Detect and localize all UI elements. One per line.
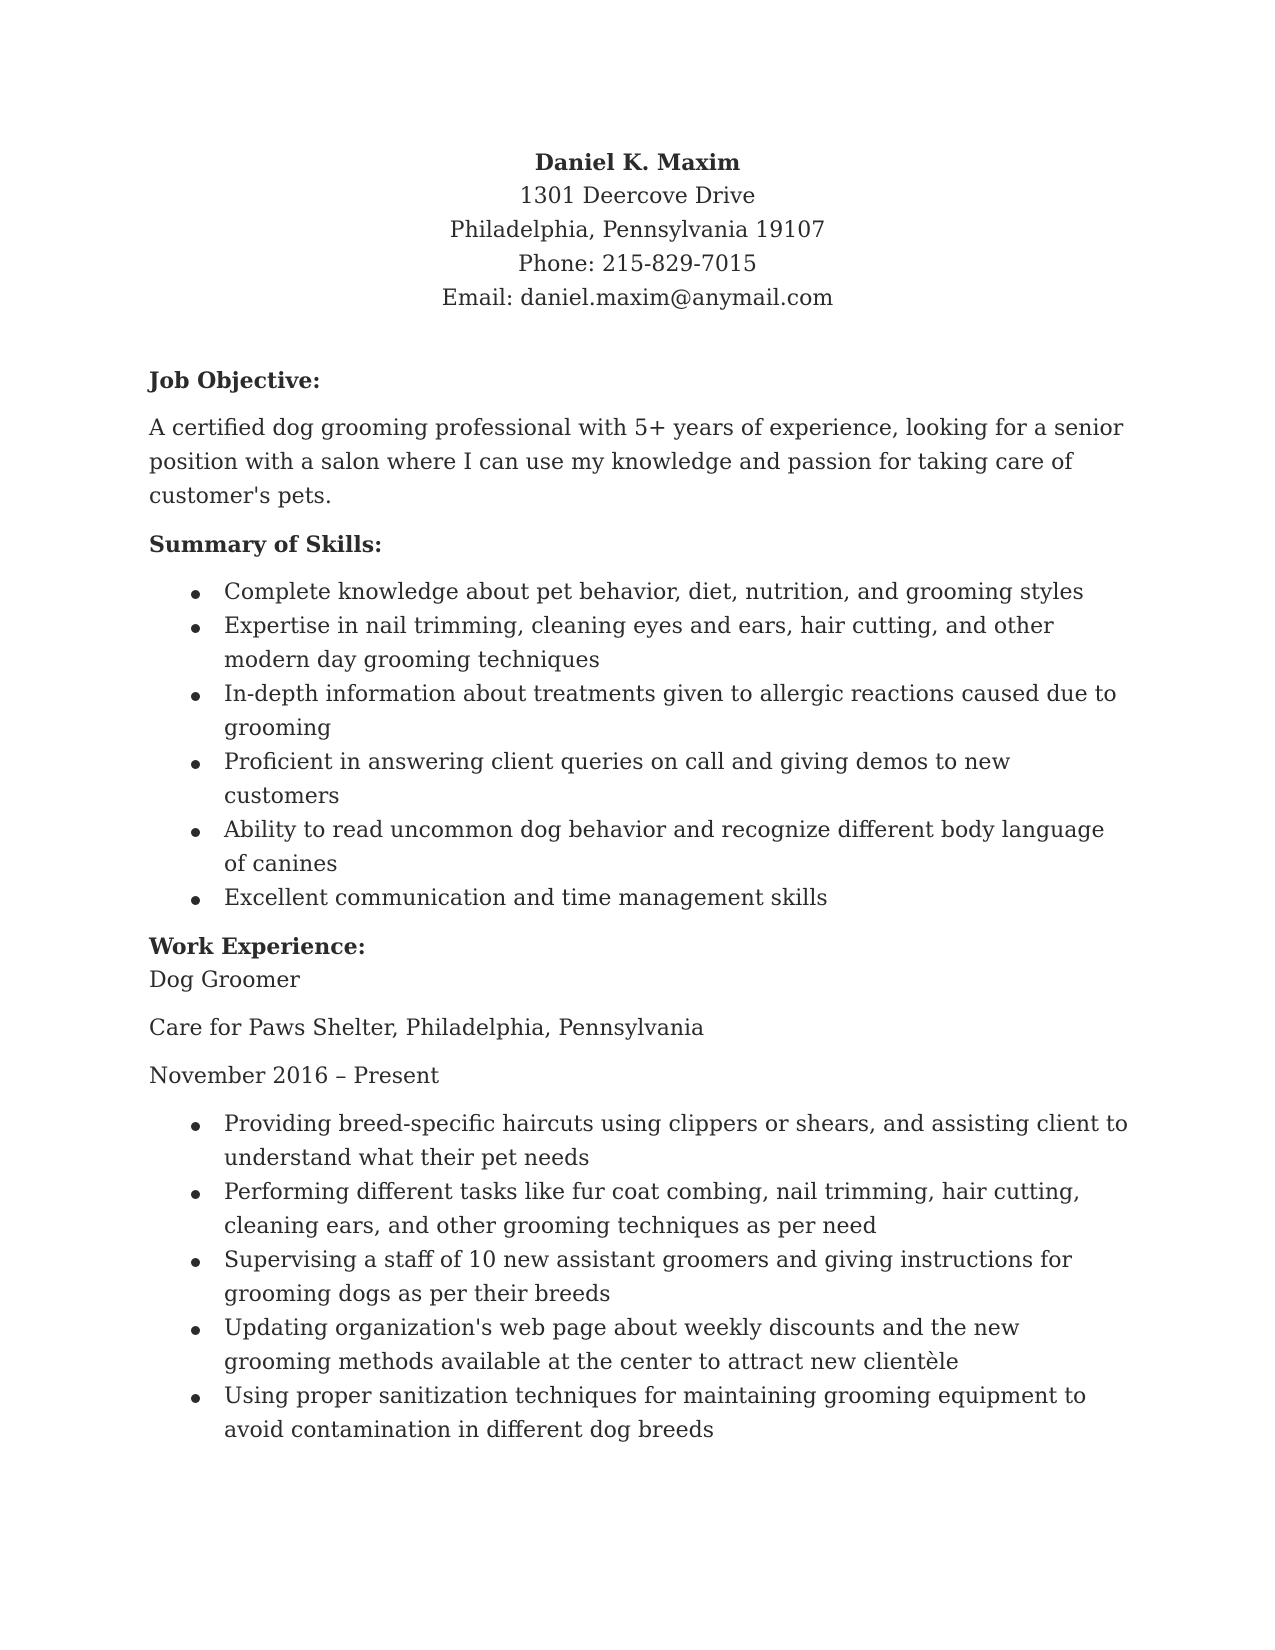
- skill-text: Complete knowledge about pet behavior, diet, nutrition, and grooming styles: [224, 580, 1084, 605]
- skill-item: [149, 882, 1129, 916]
- spacer: [149, 1046, 1129, 1060]
- skills-list: [149, 576, 1129, 916]
- bullet-icon: [191, 828, 200, 837]
- bullet-icon: [191, 1190, 200, 1199]
- bullet-icon: [191, 590, 200, 599]
- skill-item: [149, 746, 1129, 814]
- duty-item: [149, 1176, 1129, 1244]
- skill-item: [149, 610, 1129, 678]
- skill-item: [149, 678, 1129, 746]
- spacer: [149, 1094, 1129, 1108]
- phone-line: Phone: 215-829-7015: [518, 252, 757, 277]
- skill-text: Excellent communication and time management skills: [224, 886, 828, 911]
- bullet-icon: [191, 1394, 200, 1403]
- skill-text: Proficient in answering client queries on call and giving demos to new customers: [224, 750, 1011, 809]
- spacer: [149, 562, 1129, 576]
- duty-text: Providing breed-specific haircuts using clippers or shears, and assisting client to understand what their pet needs: [224, 1112, 1129, 1171]
- spacer: [149, 998, 1129, 1012]
- candidate-name: Daniel K. Maxim: [534, 150, 741, 176]
- objective-heading: Job Objective:: [149, 368, 321, 394]
- spacer: [149, 316, 1129, 364]
- bullet-icon: [191, 624, 200, 633]
- bullet-icon: [191, 1258, 200, 1267]
- contact-header: [0, 146, 1275, 316]
- objective-text: A certified dog grooming professional with 5+ years of experience, looking for a senior position with a salon where I can use my knowledge and passion for taking care of customer's pets.: [149, 416, 1124, 509]
- bullet-icon: [191, 1122, 200, 1131]
- bullet-icon: [191, 896, 200, 905]
- skills-heading: Summary of Skills:: [149, 532, 383, 558]
- resume-content: [149, 146, 1129, 1448]
- duty-text: Performing different tasks like fur coat combing, nail trimming, hair cutting, cleaning ears, and other grooming techniques as per need: [224, 1180, 1081, 1239]
- duty-text: Updating organization's web page about weekly discounts and the new grooming methods available at the center to attract new clientèle: [224, 1316, 1020, 1375]
- experience-heading: Work Experience:: [149, 934, 366, 960]
- job-dates: November 2016 – Present: [149, 1064, 440, 1089]
- skill-text: Expertise in nail trimming, cleaning eyes and ears, hair cutting, and other modern day grooming techniques: [224, 614, 1054, 673]
- skill-item: [149, 814, 1129, 882]
- spacer: [149, 916, 1129, 930]
- email-line: Email: daniel.maxim@anymail.com: [441, 286, 834, 311]
- duty-item: [149, 1108, 1129, 1176]
- bullet-icon: [191, 1326, 200, 1335]
- duty-item: [149, 1312, 1129, 1380]
- duty-item: [149, 1380, 1129, 1448]
- job-employer: Care for Paws Shelter, Philadelphia, Pennsylvania: [149, 1016, 705, 1041]
- spacer: [149, 514, 1129, 528]
- bullet-icon: [191, 692, 200, 701]
- skill-item: [149, 576, 1129, 610]
- bullet-icon: [191, 760, 200, 769]
- duty-item: [149, 1244, 1129, 1312]
- experience-list: [149, 1108, 1129, 1448]
- duty-text: Supervising a staff of 10 new assistant groomers and giving instructions for grooming dogs as per their breeds: [224, 1248, 1073, 1307]
- spacer: [149, 398, 1129, 412]
- address-line-2: Philadelphia, Pennsylvania 19107: [449, 218, 826, 243]
- skill-text: Ability to read uncommon dog behavior and recognize different body language of canines: [224, 818, 1105, 877]
- address-line-1: 1301 Deercove Drive: [519, 184, 756, 209]
- duty-text: Using proper sanitization techniques for maintaining grooming equipment to avoid contamination in different dog breeds: [224, 1384, 1087, 1443]
- job-role: Dog Groomer: [149, 968, 300, 993]
- skill-text: In-depth information about treatments given to allergic reactions caused due to grooming: [224, 682, 1117, 741]
